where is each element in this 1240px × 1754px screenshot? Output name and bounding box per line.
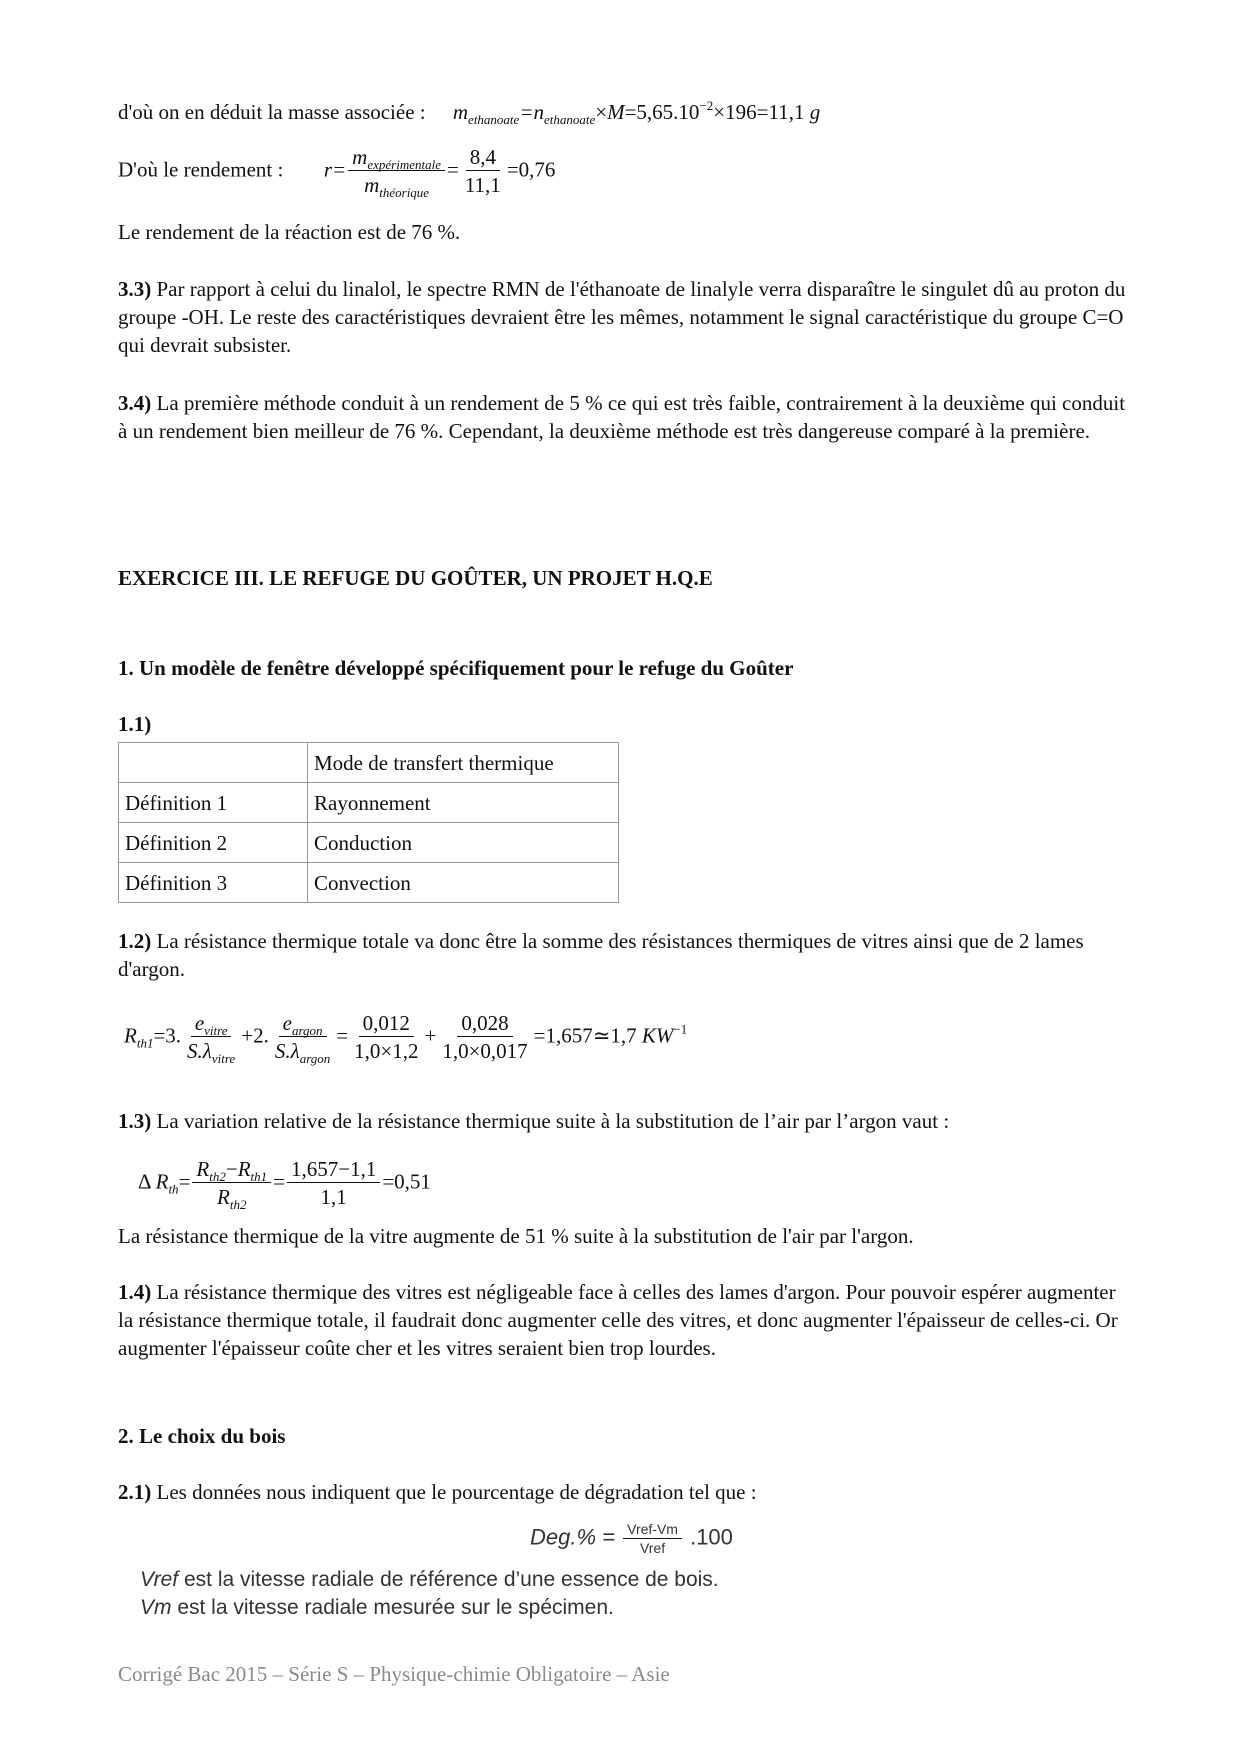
answer-1-3: 1.3) La variation relative de la résistance thermique suite à la substitution de l’air par l’argon vaut :: [118, 1109, 950, 1133]
degradation-vm-line: Vm est la vitesse radiale mesurée sur le spécimen.: [140, 1596, 614, 1619]
section-1-title: 1. Un modèle de fenêtre développé spécifiquement pour le refuge du Goûter: [118, 656, 794, 680]
table-row: [119, 863, 619, 903]
rth1-value-fraction-2: $\frac{0,028}{1,0\times 0,017}$: [442, 1011, 528, 1063]
answer-1-1-label: 1.1): [118, 712, 152, 736]
heat-transfer-table: [118, 742, 619, 903]
answer-3-3: 3.3) Par rapport à celui du linalol, le spectre RMN de l'éthanoate de linalyle verra disparaître le singulet dû au proton du groupe -OH. Le reste des caractéristiques devraient être les mêmes, notamment le signal caractéristique du groupe C=O qui devrait subsister.: [118, 277, 1126, 357]
rendement-fraction: $\frac{m_{expérimentale}}{m_{théorique}}$: [348, 144, 445, 199]
delta-conclusion: La résistance thermique de la vitre augmente de 51 % suite à la substitution de l'air par l'argon.: [118, 1224, 914, 1248]
table-row: [119, 823, 619, 863]
table-cell: Conduction: [308, 823, 619, 863]
table-row: [119, 783, 619, 823]
delta-symbolic-fraction: $\frac{R_{th2}-R_{th1}}{R_{th2}}$: [192, 1156, 271, 1211]
section-2-title: 2. Le choix du bois: [118, 1424, 286, 1448]
table-cell: Définition 2: [119, 823, 308, 863]
table-header-cell: Mode de transfert thermique: [308, 743, 619, 783]
exercise-title: EXERCICE III. LE REFUGE DU GOÛTER, UN PROJET H.Q.E: [118, 566, 713, 590]
rendement-value-fraction: $\frac{8,4}{11,1}$: [464, 145, 501, 197]
table-cell: Définition 1: [119, 783, 308, 823]
table-header-cell: [119, 743, 308, 783]
table-cell: Convection: [308, 863, 619, 903]
delta-rth-formula: Δ $R_{th}=$ $\frac{R_{th2}-R_{th1}}{R_{th2}}$ = $\frac{1,657-1,1}{1,1}$ =0,51: [138, 1157, 431, 1212]
answer-3-4: 3.4) La première méthode conduit à un rendement de 5 % ce qui est très faible, contrairement à la deuxième qui conduit à un rendement bien meilleur de 76 %. Cependant, la deuxième méthode est très dangereuse comparé à la première.: [118, 391, 1126, 443]
table-cell: Rayonnement: [308, 783, 619, 823]
masse-line: [118, 98, 1128, 126]
rth1-fraction-argon: $\frac{e_{argon}}{S.\lambda_{argon}}$: [274, 1011, 331, 1066]
table-cell: Définition 3: [119, 863, 308, 903]
rth1-fraction-vitre: $\frac{e_{vitre}}{S.\lambda_{vitre}}$: [187, 1011, 236, 1066]
rendement-intro: D'où le rendement :: [118, 157, 284, 182]
answer-2-1: 2.1) Les données nous indiquent que le pourcentage de dégradation tel que :: [118, 1480, 757, 1504]
page-footer: Corrigé Bac 2015 – Série S – Physique-chimie Obligatoire – Asie: [118, 1662, 670, 1686]
answer-1-2: 1.2) La résistance thermique totale va donc être la somme des résistances thermiques de vitres ainsi que de 2 lames d'argon.: [118, 929, 1084, 981]
masse-intro: d'où on en déduit la masse associée :: [118, 100, 426, 124]
masse-formula: $m_{ethanoate}=n_{ethanoate}\times M=5,65.10^{-2}\times 196=11,1$ g: [452, 98, 821, 127]
degradation-vref-line: Vref est la vitesse radiale de référence d’une essence de bois.: [140, 1568, 719, 1591]
table-header-row: [119, 743, 619, 783]
degradation-formula: Deg.% = $\frac{\text{Vref-Vm}}{\text{Vref}}$ .100: [530, 1521, 733, 1556]
rth1-formula: $R_{th1}=3$. $\frac{e_{vitre}}{S.\lambda_{vitre}}$ +2. $\frac{e_{argon}}{S.\lambda_{argon}}$ = $\frac{0,012}{1,0\times 1,2}$ + $\frac{0,028}{1,0\times 0,017}$ =1,657≃1,7 $KW^{-1}$: [124, 1011, 688, 1066]
degradation-fraction: $\frac{\text{Vref-Vm}}{\text{Vref}}$: [623, 1520, 682, 1557]
answer-1-4: 1.4) La résistance thermique des vitres est négligeable face à celles des lames d'argon. Pour pouvoir espérer augmenter la résistance thermique totale, il faudrait donc augmenter celle des vitres, et donc augmenter l'épaisseur de celles-ci. Or augmenter l'épaisseur coûte cher et les vitres seraient bien trop lourdes.: [118, 1280, 1118, 1360]
delta-value-fraction: $\frac{1,657-1,1}{1,1}$: [287, 1156, 380, 1211]
rth1-value-fraction-1: $\frac{0,012}{1,0\times 1,2}$: [354, 1011, 419, 1063]
rendement-line: D'où le rendement : r= $\frac{m_{expérimentale}}{m_{théorique}}$ = $\frac{8,4}{11,1}$ =0,76: [118, 145, 556, 200]
rendement-conclusion: Le rendement de la réaction est de 76 %.: [118, 220, 461, 244]
